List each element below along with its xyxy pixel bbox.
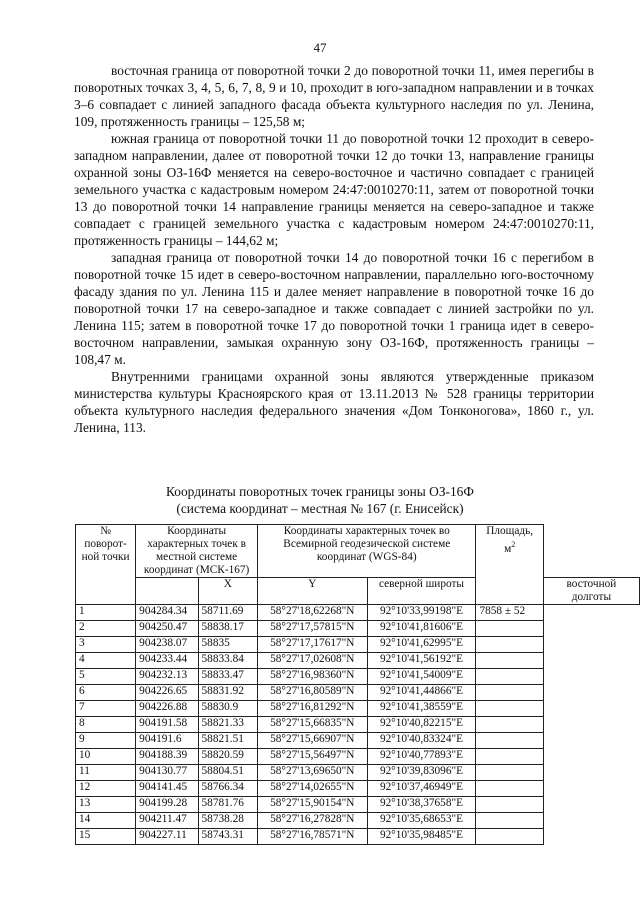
cell-x: 904227.11 (136, 829, 198, 845)
cell-x: 904191.58 (136, 717, 198, 733)
table-title-line1: Координаты поворотных точек границы зоны ОЗ-16Ф (166, 484, 474, 499)
header-latitude: северной широты (367, 578, 476, 605)
header-area-label: Площадь, м (486, 525, 534, 555)
cell-area (476, 765, 543, 781)
table-row (76, 701, 640, 717)
cell-longitude: 92°10'37,46949"E (367, 781, 476, 797)
cell-area (476, 621, 543, 637)
paragraph-south-border: южная граница от поворотной точки 11 до поворотной точки 12 проходит в северо-западном направлении, далее от поворотной точки 12 до точки 13, направление границы охранной зоны ОЗ-16Ф меняется на северо-восточное и частично совпадает с границей земельного участка с кадастровым номером 24:47:0010270:11, затем от поворотной точки 13 до поворотной точки 14 направление границы меняется на северо-западное и также совпадает с границей земельного участка с кадастровым номером 24:47:0010270:11, протяженность границы – 144,62 м; (74, 131, 594, 248)
cell-longitude: 92°10'41,44866"E (367, 685, 476, 701)
cell-point-number: 5 (76, 669, 136, 685)
table-row (76, 637, 640, 653)
cell-x: 904191.6 (136, 733, 198, 749)
cell-latitude: 58°27'16,98360"N (258, 669, 367, 685)
cell-latitude: 58°27'17,17617"N (258, 637, 367, 653)
cell-x: 904130.77 (136, 765, 198, 781)
table-row (76, 669, 640, 685)
cell-latitude: 58°27'16,78571"N (258, 829, 367, 845)
paragraph-east-border: восточная граница от поворотной точки 2 до поворотной точки 11, имея перегибы в поворотных точках 3, 4, 5, 6, 7, 8, 9 и 10, проходит в юго-западном направлении и в точках 3–6 совпадает с линией западного фасада объекта культурного наследия по ул. Ленина, 109, протяженность границы – 125,58 м; (74, 63, 594, 129)
header-wgs-coordinates: Координаты характерных точек во Всемирной геодезической системе координат (WGS-84) (258, 525, 476, 578)
cell-area (476, 749, 543, 765)
page-number: 47 (313, 40, 327, 55)
cell-area (476, 653, 543, 669)
cell-y: 58743.31 (198, 829, 258, 845)
cell-longitude: 92°10'41,54009"E (367, 669, 476, 685)
header-area-superscript: 2 (511, 540, 516, 549)
cell-x: 904199.28 (136, 797, 198, 813)
cell-point-number: 14 (76, 813, 136, 829)
cell-latitude: 58°27'16,27828"N (258, 813, 367, 829)
cell-point-number: 11 (76, 765, 136, 781)
header-area (476, 525, 543, 605)
cell-latitude: 58°27'16,81292"N (258, 701, 367, 717)
cell-longitude: 92°10'41,62995"E (367, 637, 476, 653)
table-title (0, 483, 640, 517)
cell-latitude: 58°27'18,62268"N (258, 605, 367, 621)
cell-longitude: 92°10'41,56192"E (367, 653, 476, 669)
cell-latitude: 58°27'15,66907"N (258, 733, 367, 749)
cell-point-number: 6 (76, 685, 136, 701)
cell-longitude: 92°10'35,68653"E (367, 813, 476, 829)
cell-latitude: 58°27'16,80589"N (258, 685, 367, 701)
cell-point-number: 10 (76, 749, 136, 765)
table-row (76, 733, 640, 749)
cell-point-number: 7 (76, 701, 136, 717)
table-row (76, 653, 640, 669)
cell-y: 58781.76 (198, 797, 258, 813)
cell-area (476, 781, 543, 797)
cell-longitude: 92°10'38,37658"E (367, 797, 476, 813)
header-x: X (198, 578, 258, 605)
cell-y: 58833.84 (198, 653, 258, 669)
cell-y: 58835 (198, 637, 258, 653)
paragraph-west-border: западная граница от поворотной точки 14 до поворотной точки 16 с перегибом в поворотной точке 15 идет в северо-восточном направлении, параллельно юго-восточному фасаду здания по ул. Ленина 115 и далее меняет направление в поворотной точке 16 до поворотной точки 17 на северо-западное и также совпадает с линией застройки по ул. Ленина 115; затем в поворотной точке 17 до поворотной точки 1 граница идет в северо-восточном направлении, замыкая охранную зону ОЗ-16Ф, протяженность границы – 108,47 м. (74, 250, 594, 367)
cell-area (476, 733, 543, 749)
cell-area (476, 701, 543, 717)
cell-point-number: 1 (76, 605, 136, 621)
cell-point-number: 2 (76, 621, 136, 637)
cell-point-number: 4 (76, 653, 136, 669)
table-row (76, 749, 640, 765)
cell-y: 58830.9 (198, 701, 258, 717)
table-row (76, 717, 640, 733)
table-row (76, 797, 640, 813)
header-point-number: № поворот-ной точки (76, 525, 136, 605)
cell-latitude: 58°27'17,57815"N (258, 621, 367, 637)
cell-point-number: 8 (76, 717, 136, 733)
cell-area (476, 669, 543, 685)
cell-latitude: 58°27'14,02655"N (258, 781, 367, 797)
cell-longitude: 92°10'40,77893"E (367, 749, 476, 765)
paragraph-inner-borders: Внутренними границами охранной зоны являются утвержденные приказом министерства культуры Красноярского края от 13.11.2013 № 528 границы территории объекта культурного наследия федерального значения «Дом Тонконогова», 1860 г., ул. Ленина, 113. (74, 369, 594, 435)
cell-latitude: 58°27'17,02608"N (258, 653, 367, 669)
cell-y: 58831.92 (198, 685, 258, 701)
cell-longitude: 92°10'40,83324"E (367, 733, 476, 749)
cell-point-number: 9 (76, 733, 136, 749)
table-row (76, 781, 640, 797)
header-local-coordinates: Координаты характерных точек в местной системе координат (МСК-167) (136, 525, 258, 578)
cell-x: 904250.47 (136, 621, 198, 637)
cell-x: 904238.07 (136, 637, 198, 653)
cell-y: 58821.51 (198, 733, 258, 749)
header-no-spacer (136, 578, 198, 605)
cell-point-number: 15 (76, 829, 136, 845)
cell-y: 58711.69 (198, 605, 258, 621)
cell-x: 904226.65 (136, 685, 198, 701)
table-row (76, 765, 640, 781)
header-longitude: восточной долготы (543, 578, 639, 605)
cell-y: 58833.47 (198, 669, 258, 685)
cell-y: 58820.59 (198, 749, 258, 765)
cell-x: 904233.44 (136, 653, 198, 669)
header-y: Y (258, 578, 367, 605)
table-row (76, 621, 640, 637)
cell-point-number: 12 (76, 781, 136, 797)
table-row (76, 813, 640, 829)
cell-area (476, 637, 543, 653)
cell-area: 7858 ± 52 (476, 605, 543, 621)
cell-point-number: 13 (76, 797, 136, 813)
cell-x: 904188.39 (136, 749, 198, 765)
cell-longitude: 92°10'40,82215"E (367, 717, 476, 733)
cell-y: 58838.17 (198, 621, 258, 637)
cell-point-number: 3 (76, 637, 136, 653)
cell-longitude: 92°10'39,83096"E (367, 765, 476, 781)
cell-y: 58766.34 (198, 781, 258, 797)
cell-latitude: 58°27'15,56497"N (258, 749, 367, 765)
cell-longitude: 92°10'41,38559"E (367, 701, 476, 717)
cell-area (476, 685, 543, 701)
cell-area (476, 717, 543, 733)
cell-y: 58821.33 (198, 717, 258, 733)
cell-x: 904226.88 (136, 701, 198, 717)
cell-y: 58738.28 (198, 813, 258, 829)
cell-x: 904232.13 (136, 669, 198, 685)
coordinates-table (75, 524, 640, 845)
cell-longitude: 92°10'33,99198"E (367, 605, 476, 621)
cell-latitude: 58°27'15,66835"N (258, 717, 367, 733)
cell-x: 904284.34 (136, 605, 198, 621)
table-row (76, 605, 640, 621)
cell-longitude: 92°10'41,81606"E (367, 621, 476, 637)
cell-area (476, 829, 543, 845)
cell-longitude: 92°10'35,98485"E (367, 829, 476, 845)
table-row (76, 685, 640, 701)
cell-x: 904141.45 (136, 781, 198, 797)
cell-y: 58804.51 (198, 765, 258, 781)
table-row (76, 829, 640, 845)
table-title-line2: (система координат – местная № 167 (г. Енисейск) (176, 501, 464, 516)
cell-area (476, 813, 543, 829)
document-body (74, 62, 594, 436)
cell-latitude: 58°27'13,69650"N (258, 765, 367, 781)
cell-x: 904211.47 (136, 813, 198, 829)
cell-area (476, 797, 543, 813)
cell-latitude: 58°27'15,90154"N (258, 797, 367, 813)
